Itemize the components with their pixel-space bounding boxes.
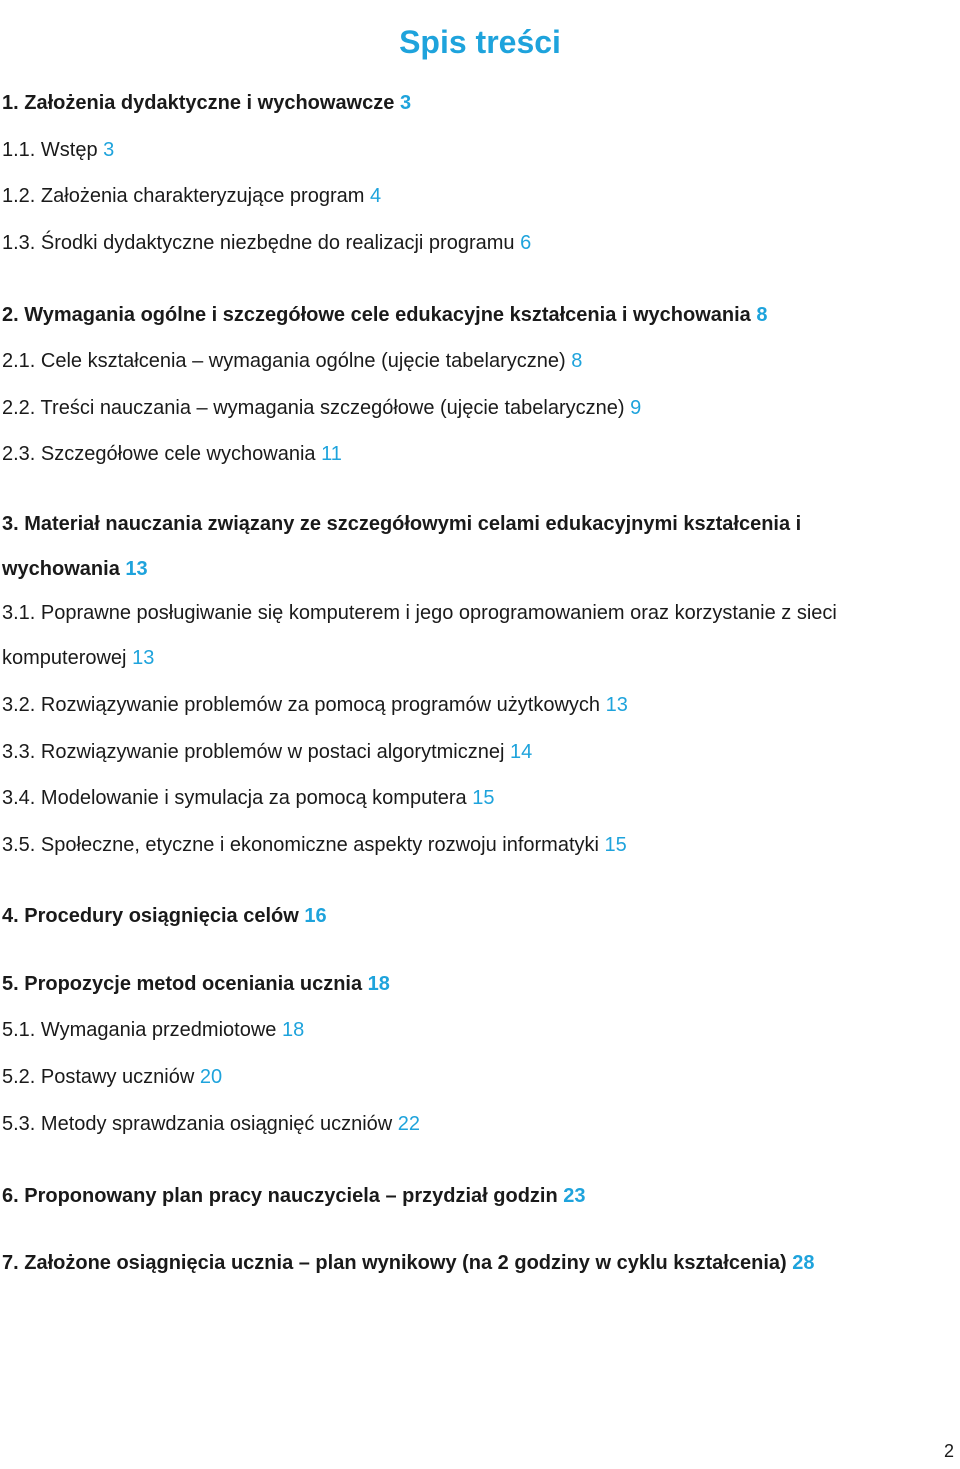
toc-entry-2[interactable] bbox=[2, 302, 768, 328]
toc-page-number: 4 bbox=[369, 185, 382, 207]
toc-page-number: 6 bbox=[520, 232, 532, 254]
toc-entry-5-3[interactable] bbox=[2, 1111, 420, 1137]
toc-page-number: 20 bbox=[199, 1066, 223, 1088]
toc-entry-text: 6. Proponowany plan pracy nauczyciela – przydział godzin bbox=[2, 1185, 558, 1207]
toc-entry-text: 3.1. Poprawne posługiwanie się komputerem i jego oprogramowaniem oraz korzystanie z sieci komputerowej bbox=[2, 602, 837, 669]
toc-page-number: 13 bbox=[605, 694, 628, 716]
toc-entry-3[interactable] bbox=[2, 502, 832, 592]
toc-entry-text: 3. Materiał nauczania związany ze szczegółowymi celami edukacyjnymi kształcenia i wychowania bbox=[2, 513, 802, 580]
toc-entry-text: 3.5. Społeczne, etyczne i ekonomiczne aspekty rozwoju informatyki bbox=[2, 834, 599, 856]
toc-entry-text: 1.2. Założenia charakteryzujące program bbox=[2, 185, 365, 207]
toc-page-number: 9 bbox=[630, 397, 642, 419]
toc-page-number: 3 bbox=[399, 92, 412, 114]
toc-entry-text: 3.3. Rozwiązywanie problemów w postaci algorytmicznej bbox=[2, 741, 505, 763]
toc-entry-text: 5.1. Wymagania przedmiotowe bbox=[2, 1019, 277, 1041]
toc-page-number: 14 bbox=[510, 741, 533, 763]
toc-page-number: 22 bbox=[397, 1113, 421, 1135]
toc-entry-text: 5.3. Metody sprawdzania osiągnięć uczniów bbox=[2, 1113, 393, 1135]
toc-entry-3-5[interactable] bbox=[2, 832, 627, 858]
toc-entry-text: 7. Założone osiągnięcia ucznia – plan wynikowy (na 2 godziny w cyklu kształcenia) bbox=[2, 1252, 787, 1274]
toc-page-number: 18 bbox=[367, 973, 390, 995]
toc-entry-3-1[interactable] bbox=[2, 591, 902, 681]
toc-page-number: 8 bbox=[571, 350, 583, 372]
toc-page-number: 11 bbox=[321, 443, 342, 465]
toc-entry-4[interactable] bbox=[2, 903, 327, 929]
toc-entry-text: 3.2. Rozwiązywanie problemów za pomocą programów użytkowych bbox=[2, 694, 601, 716]
toc-entry-3-2[interactable] bbox=[2, 692, 628, 718]
toc-entry-text: 3.4. Modelowanie i symulacja za pomocą komputera bbox=[2, 787, 467, 809]
toc-entry-3-3[interactable] bbox=[2, 739, 532, 765]
page-number: 2 bbox=[943, 1441, 954, 1461]
toc-page-number: 8 bbox=[756, 304, 768, 326]
toc-entry-text: 5. Propozycje metod oceniania ucznia bbox=[2, 973, 363, 995]
toc-entry-7[interactable] bbox=[2, 1250, 814, 1276]
toc-entry-5[interactable] bbox=[2, 971, 390, 997]
toc-page-number: 15 bbox=[472, 787, 495, 809]
toc-entry-2-2[interactable] bbox=[2, 395, 641, 421]
toc-page-number: 28 bbox=[792, 1252, 815, 1274]
toc-entry-text: 5.2. Postawy uczniów bbox=[2, 1066, 195, 1088]
toc-entry-text: 2. Wymagania ogólne i szczegółowe cele edukacyjne kształcenia i wychowania bbox=[2, 304, 751, 326]
toc-entry-text: 2.1. Cele kształcenia – wymagania ogólne (ujęcie tabelaryczne) bbox=[2, 350, 566, 372]
toc-page-number: 16 bbox=[304, 905, 327, 927]
toc-page-number: 23 bbox=[563, 1185, 586, 1207]
toc-entry-2-3[interactable] bbox=[2, 441, 342, 467]
toc-page-number: 3 bbox=[103, 139, 115, 161]
toc-entry-1[interactable] bbox=[2, 90, 411, 116]
toc-entry-text: 4. Procedury osiągnięcia celów bbox=[2, 905, 299, 927]
toc-entry-1-2[interactable] bbox=[2, 183, 381, 209]
toc-entry-5-2[interactable] bbox=[2, 1064, 222, 1090]
toc-entry-text: 1.3. Środki dydaktyczne niezbędne do realizacji programu bbox=[2, 232, 515, 254]
toc-entry-text: 1.1. Wstęp bbox=[2, 139, 98, 161]
toc-page-number: 15 bbox=[604, 834, 627, 856]
toc-entry-5-1[interactable] bbox=[2, 1017, 304, 1043]
toc-entry-6[interactable] bbox=[2, 1183, 586, 1209]
toc-entry-1-3[interactable] bbox=[2, 230, 531, 256]
toc-entry-2-1[interactable] bbox=[2, 348, 582, 374]
page-title: Spis treści bbox=[399, 24, 561, 61]
toc-entry-text: 1. Założenia dydaktyczne i wychowawcze bbox=[2, 92, 395, 114]
toc-page-number: 13 bbox=[132, 647, 155, 669]
toc-entry-1-1[interactable] bbox=[2, 137, 114, 163]
toc-page-number: 13 bbox=[125, 558, 148, 580]
toc-entry-text: 2.2. Treści nauczania – wymagania szczegółowe (ujęcie tabelaryczne) bbox=[2, 397, 625, 419]
toc-entry-text: 2.3. Szczegółowe cele wychowania bbox=[2, 443, 316, 465]
toc-entry-3-4[interactable] bbox=[2, 785, 495, 811]
toc-page-number: 18 bbox=[281, 1019, 305, 1041]
